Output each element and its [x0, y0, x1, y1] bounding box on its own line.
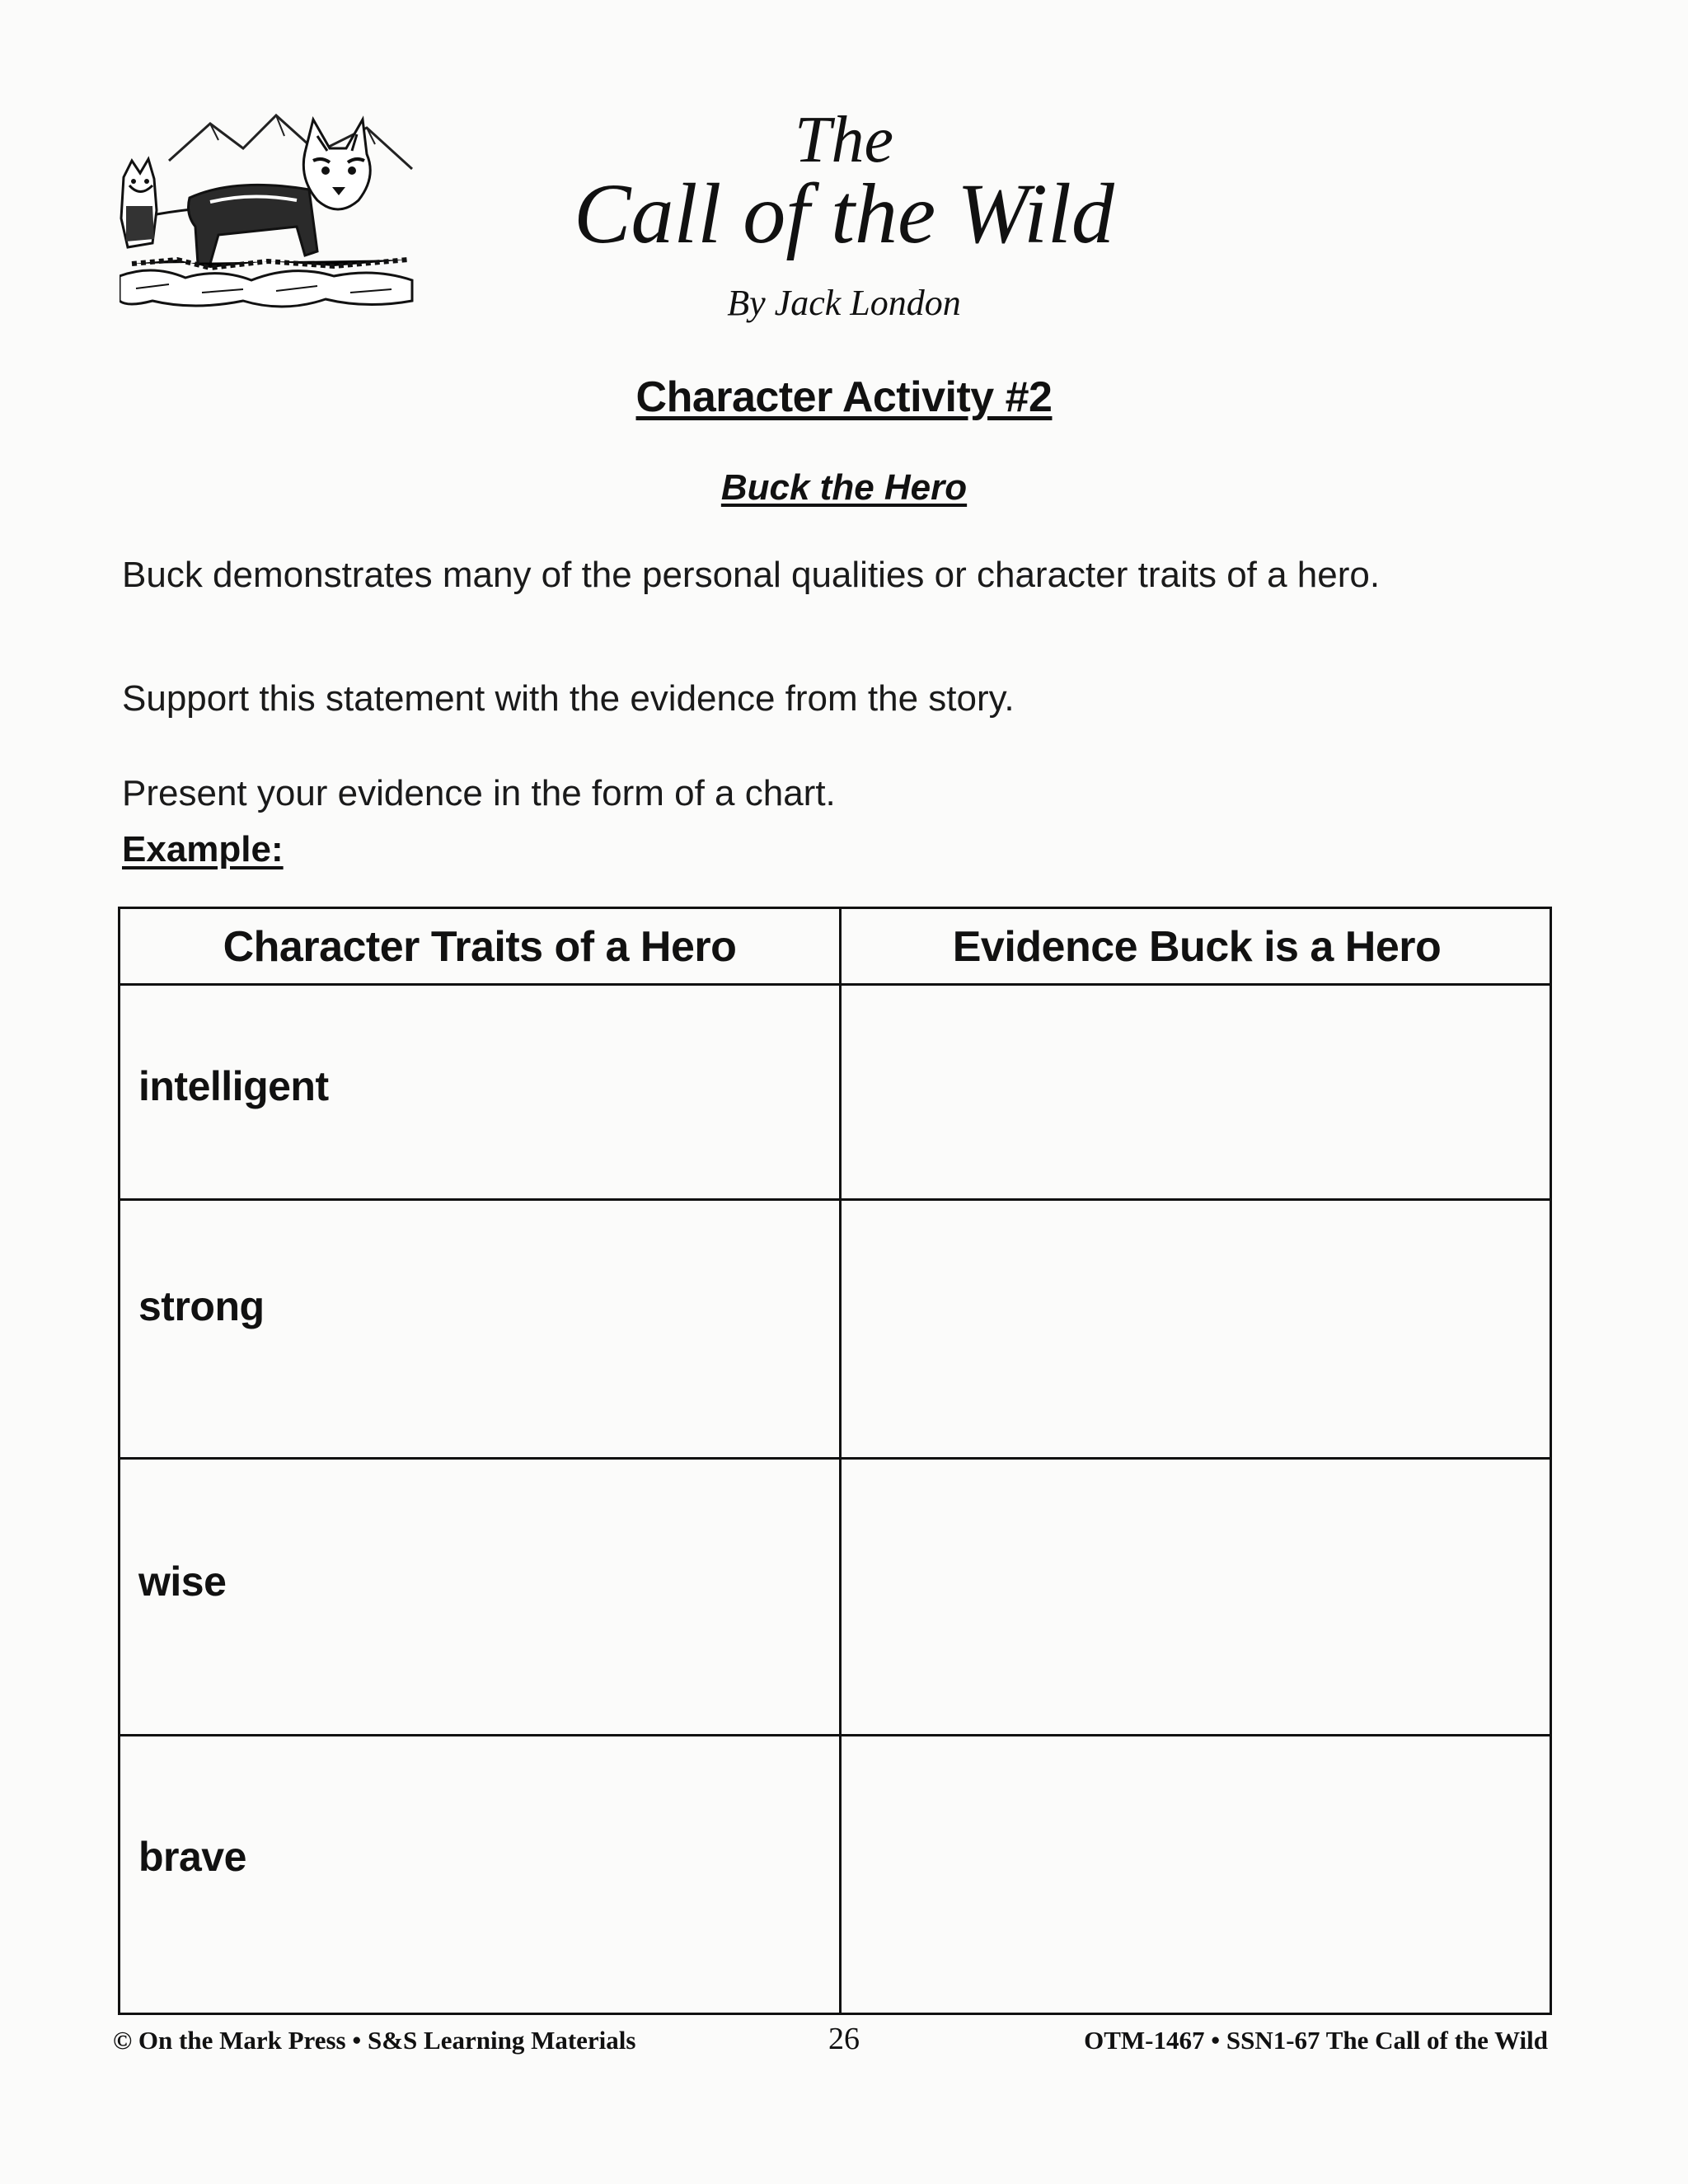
evidence-cell[interactable] [842, 1736, 1552, 2013]
trait-cell: brave [138, 1834, 246, 1880]
instruction-paragraph-3: Present your evidence in the form of a chart. [122, 773, 836, 813]
footer-product-code: OTM-1467 • SSN1-67 The Call of the Wild [1084, 2026, 1548, 2055]
trait-cell: intelligent [138, 1063, 329, 1109]
author-byline: By Jack London [727, 283, 961, 323]
activity-title-text: Character Activity #2 [635, 373, 1053, 421]
book-title: Call of the Wild [574, 166, 1114, 261]
example-label: Example: [122, 829, 284, 869]
evidence-cell[interactable] [842, 1201, 1552, 1457]
evidence-cell[interactable] [842, 986, 1552, 1198]
hero-traits-table [118, 907, 1552, 2015]
instruction-paragraph-2: Support this statement with the evidence from the story. [122, 678, 1015, 719]
trait-cell: strong [138, 1283, 265, 1329]
activity-title [0, 373, 1688, 422]
footer-publisher: © On the Mark Press • S&S Learning Materials [113, 2026, 636, 2055]
activity-subtitle-text: Buck the Hero [720, 467, 968, 508]
evidence-cell[interactable] [842, 1460, 1552, 1734]
activity-subtitle [0, 467, 1688, 509]
trait-cell: wise [138, 1558, 227, 1605]
page-number: 26 [828, 2022, 860, 2056]
title-the: The [795, 104, 893, 176]
instruction-paragraph-1: Buck demonstrates many of the personal qualities or character traits of a hero. [122, 555, 1381, 595]
column-header-evidence: Evidence Buck is a Hero [952, 923, 1442, 971]
column-header-traits: Character Traits of a Hero [223, 923, 737, 971]
